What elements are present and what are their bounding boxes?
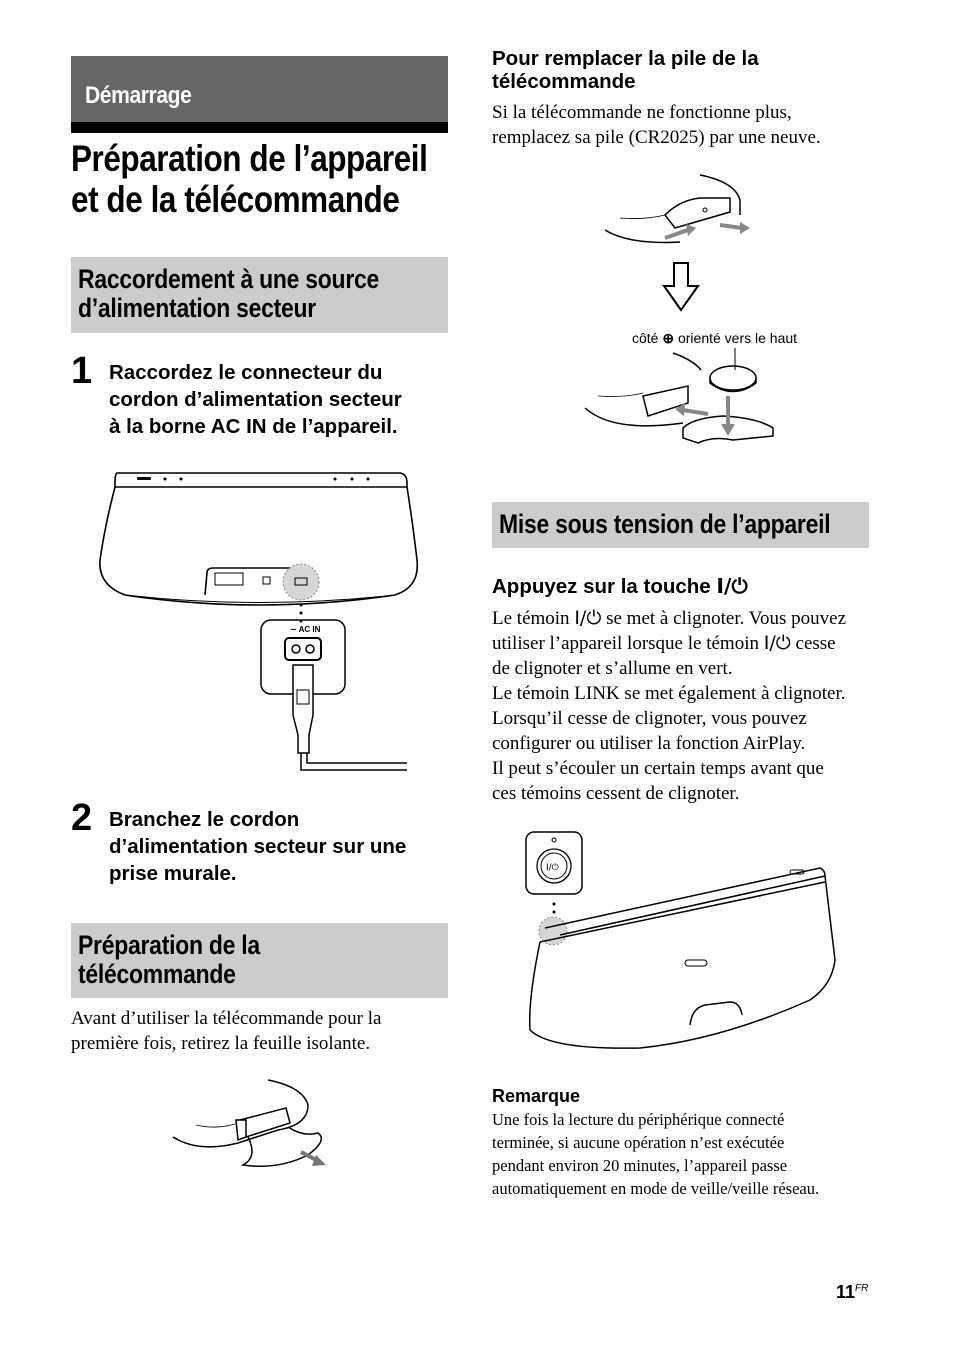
remote-prep-body bbox=[71, 1006, 451, 1056]
power-button-icon: I/⏻ bbox=[716, 574, 748, 598]
power-on-subheading bbox=[492, 575, 748, 598]
section-heading-power-connection bbox=[71, 257, 448, 333]
caption-text: orienté vers le haut bbox=[677, 330, 798, 346]
section-heading-remote-prep bbox=[71, 923, 448, 998]
heading-line: Pour remplacer la pile de la bbox=[492, 47, 759, 70]
battery-tray-illustration-bottom bbox=[583, 348, 783, 463]
step-line: à la borne AC IN de l’appareil. bbox=[109, 415, 398, 438]
text: Le témoin bbox=[492, 608, 575, 629]
section-heading-line: Mise sous tension de l’appareil bbox=[499, 509, 831, 539]
speaker-rear-illustration bbox=[95, 465, 425, 785]
text: utiliser l’appareil lorsque le témoin bbox=[492, 633, 764, 654]
step-line: prise murale. bbox=[109, 862, 237, 885]
note-line: automatiquement en mode de veille/veille réseau. bbox=[492, 1179, 820, 1198]
section-heading-line-2: d’alimentation secteur bbox=[78, 293, 316, 323]
battery-tray-illustration-top bbox=[600, 170, 780, 260]
plus-circle-icon: ⊕ bbox=[662, 330, 675, 346]
battery-replace-body bbox=[492, 100, 872, 150]
battery-orientation-caption bbox=[632, 330, 797, 347]
note-body bbox=[492, 1108, 872, 1200]
step-line: d’alimentation secteur sur une bbox=[109, 835, 407, 858]
page-title-line-1: Préparation de l’appareil bbox=[71, 138, 428, 179]
ac-in-label: ∼ AC IN bbox=[290, 625, 321, 634]
section-heading-power-on bbox=[492, 502, 869, 548]
chapter-label: Démarrage bbox=[85, 82, 192, 109]
body-line: configurer ou utiliser la fonction AirPlay. bbox=[492, 733, 806, 754]
heading-line: télécommande bbox=[492, 70, 636, 93]
page-number bbox=[836, 1282, 868, 1303]
body-line: de clignoter et s’allume en vert. bbox=[492, 658, 733, 679]
caption-text: côté bbox=[632, 330, 659, 346]
page-title bbox=[71, 138, 428, 220]
chapter-header bbox=[71, 56, 448, 122]
body-line: Le témoin LINK se met également à clignoter. bbox=[492, 683, 846, 704]
text: se met à clignoter. Vous pouvez bbox=[601, 608, 847, 629]
body-line: Avant d’utiliser la télécommande pour la bbox=[71, 1008, 382, 1029]
section-heading-line-1: Raccordement à une source bbox=[78, 264, 380, 294]
note-heading: Remarque bbox=[492, 1086, 581, 1106]
note-line: Une fois la lecture du périphérique connecté bbox=[492, 1110, 785, 1129]
power-on-body bbox=[492, 606, 882, 806]
note-line: pendant environ 20 minutes, l’appareil passe bbox=[492, 1156, 788, 1175]
down-arrow-icon bbox=[663, 262, 699, 312]
page-title-line-2: et de la télécommande bbox=[71, 179, 400, 220]
step-number-2: 2 bbox=[71, 797, 93, 839]
step-number-1: 1 bbox=[71, 350, 93, 392]
subheading-text: Appuyez sur la touche bbox=[492, 575, 717, 598]
body-line bbox=[492, 631, 882, 656]
power-button-label: I/⏻ bbox=[546, 863, 559, 873]
language-code: FR bbox=[855, 1283, 869, 1294]
step-1-text bbox=[109, 359, 449, 440]
step-line: cordon d’alimentation secteur bbox=[109, 388, 402, 411]
section-heading-line-1: Préparation de la bbox=[78, 930, 260, 960]
section-heading-line-2: télécommande bbox=[78, 959, 236, 989]
note-line: terminée, si aucune opération n’est exécutée bbox=[492, 1133, 785, 1152]
battery-replace-heading bbox=[492, 47, 872, 93]
step-line: Branchez le cordon bbox=[109, 808, 300, 831]
insulation-sheet-illustration bbox=[168, 1075, 338, 1175]
body-line: Lorsqu’il cesse de clignoter, vous pouvez bbox=[492, 708, 807, 729]
body-line: première fois, retirez la feuille isolante. bbox=[71, 1033, 371, 1054]
step-2-text bbox=[109, 806, 449, 887]
body-line: Si la télécommande ne fonctionne plus, bbox=[492, 102, 792, 123]
body-line bbox=[492, 606, 882, 631]
body-line: Il peut s’écouler un certain temps avant que bbox=[492, 758, 824, 779]
chapter-rule bbox=[71, 122, 448, 133]
body-line: remplacez sa pile (CR2025) par une neuve. bbox=[492, 127, 821, 148]
text: cesse bbox=[790, 633, 836, 654]
power-indicator-icon: I/⏻ bbox=[763, 632, 791, 654]
speaker-front-illustration bbox=[520, 830, 840, 1060]
power-indicator-icon: I/⏻ bbox=[574, 607, 602, 629]
body-line: ces témoins cessent de clignoter. bbox=[492, 783, 740, 804]
step-line: Raccordez le connecteur du bbox=[109, 361, 383, 384]
page-number-value: 11 bbox=[836, 1282, 856, 1302]
